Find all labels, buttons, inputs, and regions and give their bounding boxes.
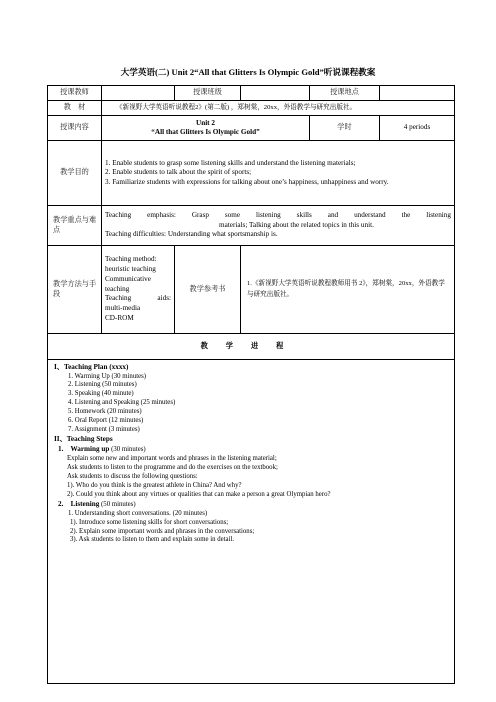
step1-heading xyxy=(54,445,450,455)
method-line-3: Communicative xyxy=(105,274,151,283)
hours-value: 4 periods xyxy=(380,116,455,141)
plan-item-6: 6. Oral Report (12 minutes) xyxy=(68,417,144,425)
goal-item-3: 3. Familiarize students with expressions for talking about one’s happiness, unhappiness and worry. xyxy=(105,177,389,186)
plan-item-1: 1. Warming Up (30 minutes) xyxy=(68,372,147,380)
textbook-label: 教 材 xyxy=(48,101,102,116)
method-line-6: multi-media xyxy=(105,304,141,313)
method-line-4: teaching xyxy=(105,284,130,293)
row-methods xyxy=(48,246,455,334)
process-body xyxy=(48,360,455,684)
plan-item-3: 3. Speaking (40 minute) xyxy=(68,390,134,398)
step2-subheading: 1. Understanding short conversations. (20 minutes) xyxy=(68,509,208,517)
step2-heading xyxy=(54,500,450,510)
step1-line-3: Ask students to discuss the following questions: xyxy=(67,472,198,480)
reference-value: 1.《新视野大学英语听说教程教师用书 2》，郑树棠，20xx，外语教学与研究出版社。 xyxy=(241,246,455,334)
method-line-5: Teaching aids: xyxy=(105,294,171,303)
reference-label: 教学参考书 xyxy=(175,246,241,334)
lesson-plan-table xyxy=(47,85,455,684)
hours-label: 学时 xyxy=(310,116,380,141)
class-value xyxy=(241,86,310,101)
step2-line-3: 3). Ask students to listen to them and explain some in detail. xyxy=(70,536,235,544)
step1-line-1: Explain some new and important words and phrases in the listening material; xyxy=(67,454,277,462)
step1-title: 1. Warming up xyxy=(58,444,110,453)
textbook-value: 《新视野大学英语听说教程2》(第二版) ，郑树棠，20xx，外语教学与研究出版社。 xyxy=(102,101,455,116)
step2-title: 2. Listening xyxy=(58,499,100,508)
process-header: 教学进程 xyxy=(48,334,455,360)
place-value xyxy=(380,86,455,101)
row-process-header xyxy=(48,334,455,360)
row-content xyxy=(48,116,455,141)
methods-label: 教学方法与手段 xyxy=(48,246,102,334)
row-teacher xyxy=(48,86,455,101)
focus-value xyxy=(102,206,455,246)
unit-title: “All that Glitters Is Olympic Gold” xyxy=(151,128,260,136)
step1-line-2: Ask students to listen to the programme and do the exercises on the textbook; xyxy=(67,463,278,471)
plan-item-7: 7. Assignment (3 minutes) xyxy=(68,426,140,434)
focus-label: 教学重点与难点 xyxy=(48,206,102,246)
step2-line-2: 2). Explain some important words and phrases in the conversations; xyxy=(70,527,255,535)
goal-item-1: 1. Enable students to grasp some listening skills and understand the listening materials; xyxy=(105,158,356,167)
step2-line-1: 1). Introduce some listening skills for short conversations; xyxy=(70,518,229,526)
row-textbook xyxy=(48,101,455,116)
row-focus xyxy=(48,206,455,246)
row-process-body xyxy=(48,360,455,684)
methods-value xyxy=(102,246,175,334)
place-label: 授课地点 xyxy=(310,86,380,101)
step2-time: (50 minutes) xyxy=(99,500,136,508)
step1-time: (30 minutes) xyxy=(109,445,146,453)
goals-label: 教学目的 xyxy=(48,141,102,206)
plan-item-4: 4. Listening and Speaking (25 minutes) xyxy=(68,399,176,407)
teacher-label: 授课教师 xyxy=(48,86,102,101)
class-label: 授课班级 xyxy=(175,86,241,101)
unit-number: Unit 2 xyxy=(196,118,215,127)
goal-item-2: 2. Enable students to talk about the spirit of sports; xyxy=(105,168,252,177)
step1-line-4: 1). Who do you think is the greatest athlete in China? And why? xyxy=(67,481,242,489)
method-line-7: CD-ROM xyxy=(105,314,134,323)
plan-item-2: 2. Listening (50 minutes) xyxy=(68,381,137,389)
teacher-value xyxy=(102,86,175,101)
difficulties-line: Teaching difficulties: Understanding what sportsmanship is. xyxy=(105,230,278,239)
content-value xyxy=(102,116,310,141)
plan-item-5: 5. Homework (20 minutes) xyxy=(68,408,142,416)
steps-title: II、Teaching Steps xyxy=(54,435,113,444)
plan-title: I、Teaching Plan (xxxx) xyxy=(54,363,129,371)
page-title: 大学英语(二) Unit 2“All that Glitters Is Olympic Gold”听说课程教案 xyxy=(120,67,376,77)
row-goals xyxy=(48,141,455,206)
method-line-2: heuristic teaching xyxy=(105,264,156,273)
method-line-1: Teaching method: xyxy=(105,254,157,263)
step1-line-5: 2). Could you think about any virtues or qualities that can make a person a great Olympian hero? xyxy=(67,490,331,498)
goals-value xyxy=(102,141,455,206)
emphasis-line-2: materials; Talking about the related topics in this unit. xyxy=(219,220,374,229)
emphasis-line-1: Teaching emphasis: Grasp some listening skills and understand the listening xyxy=(105,211,451,220)
content-label: 授课内容 xyxy=(48,116,102,141)
